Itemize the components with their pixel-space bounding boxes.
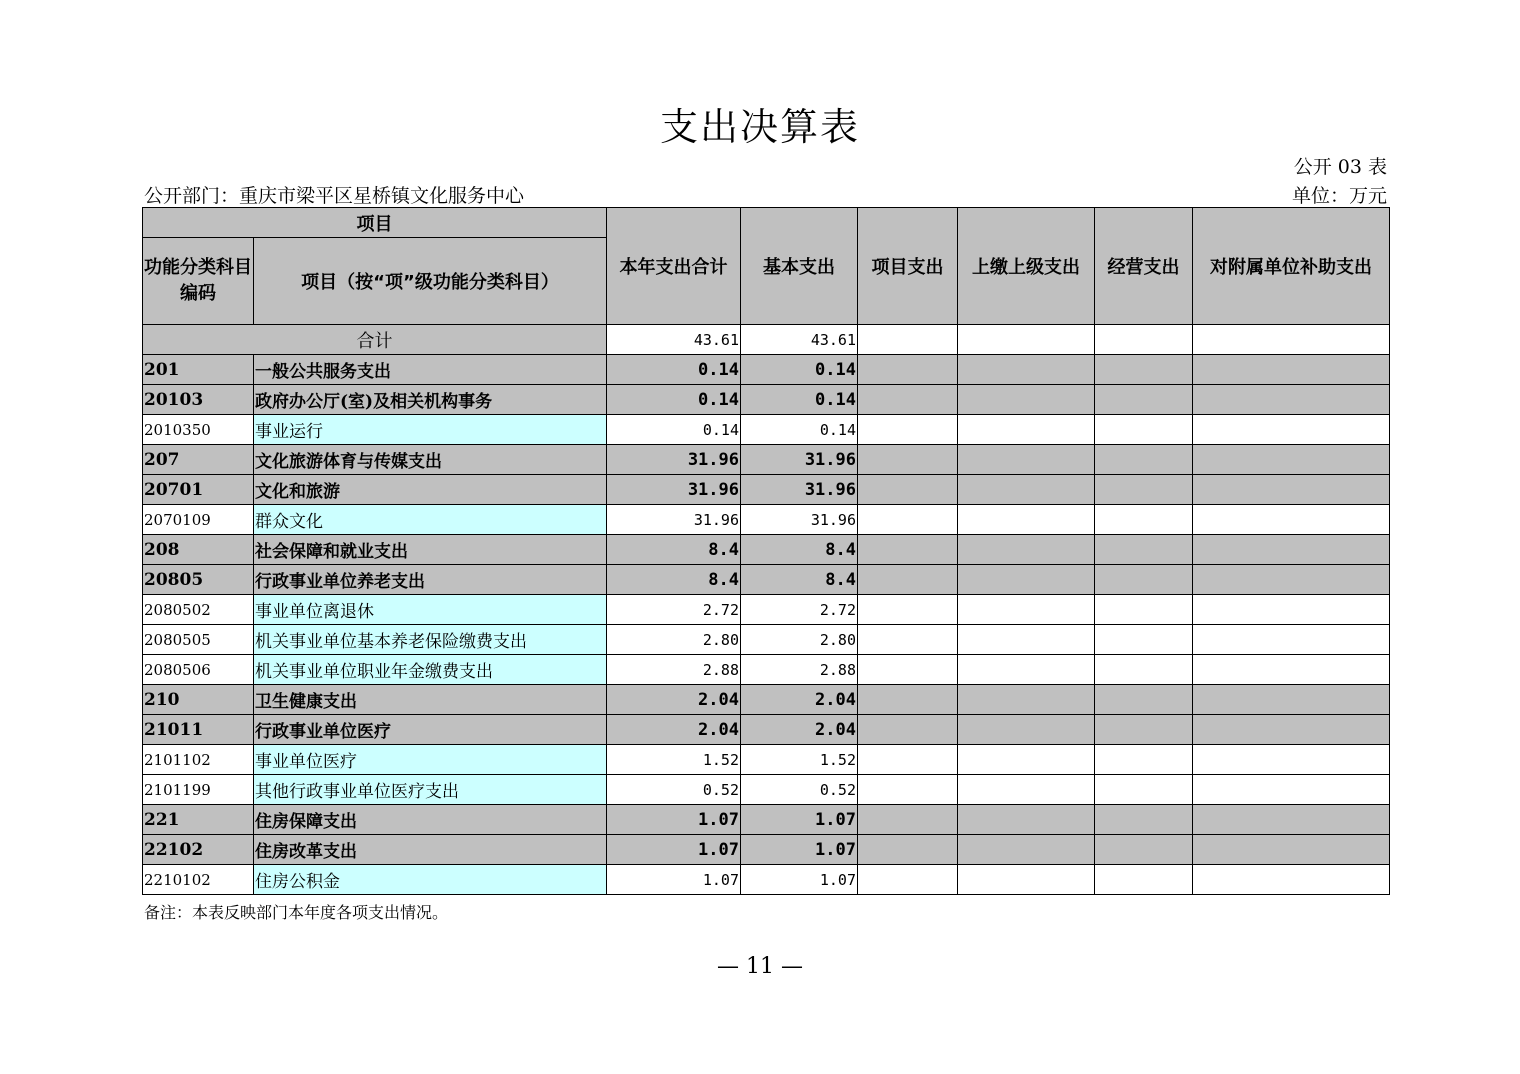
empty-cell [1193,745,1390,775]
empty-cell [858,865,958,895]
empty-cell [1095,775,1193,805]
row-code: 207 [143,445,254,475]
table-row [143,775,1390,805]
row-basic: 31.96 [741,505,858,535]
row-total: 1.07 [607,835,741,865]
row-total: 2.04 [607,715,741,745]
empty-cell [858,325,958,355]
empty-cell [958,805,1095,835]
empty-cell [1095,595,1193,625]
department-label: 公开部门：重庆市梁平区星桥镇文化服务中心 [144,185,525,207]
empty-cell [958,355,1095,385]
empty-cell [858,475,958,505]
empty-cell [1193,505,1390,535]
empty-cell [1193,685,1390,715]
row-basic: 2.04 [741,685,858,715]
row-total: 1.07 [607,805,741,835]
empty-cell [858,445,958,475]
header-upper: 上缴上级支出 [958,208,1095,325]
row-name: 文化旅游体育与传媒支出 [254,445,607,475]
empty-cell [958,775,1095,805]
empty-cell [1095,475,1193,505]
empty-cell [858,535,958,565]
empty-cell [958,475,1095,505]
header-total: 本年支出合计 [607,208,741,325]
empty-cell [1193,325,1390,355]
row-total: 8.4 [607,535,741,565]
row-basic: 8.4 [741,565,858,595]
row-basic: 1.07 [741,835,858,865]
row-basic: 1.07 [741,865,858,895]
empty-cell [1095,325,1193,355]
total-basic: 43.61 [741,325,858,355]
empty-cell [1193,355,1390,385]
row-total: 0.52 [607,775,741,805]
table-row [143,475,1390,505]
row-total: 8.4 [607,565,741,595]
row-basic: 0.14 [741,355,858,385]
row-name: 其他行政事业单位医疗支出 [254,775,607,805]
empty-cell [858,625,958,655]
table-number: 公开 03 表 [1293,156,1387,178]
empty-cell [858,355,958,385]
row-code: 20701 [143,475,254,505]
row-name: 住房改革支出 [254,835,607,865]
row-name: 行政事业单位医疗 [254,715,607,745]
row-name: 机关事业单位职业年金缴费支出 [254,655,607,685]
header-item: 项目支出 [858,208,958,325]
total-amount: 43.61 [607,325,741,355]
row-code: 2101199 [143,775,254,805]
page-number: — 11 — [717,954,803,979]
empty-cell [858,595,958,625]
table-row [143,835,1390,865]
empty-cell [1193,445,1390,475]
empty-cell [958,505,1095,535]
row-name: 住房保障支出 [254,805,607,835]
table-row [143,505,1390,535]
empty-cell [1095,385,1193,415]
row-code: 20805 [143,565,254,595]
empty-cell [958,865,1095,895]
row-basic: 8.4 [741,535,858,565]
table-row [143,355,1390,385]
empty-cell [958,595,1095,625]
empty-cell [1193,835,1390,865]
empty-cell [1095,685,1193,715]
empty-cell [858,415,958,445]
empty-cell [958,415,1095,445]
empty-cell [958,535,1095,565]
row-code: 208 [143,535,254,565]
row-code: 21011 [143,715,254,745]
row-code: 2101102 [143,745,254,775]
empty-cell [1193,535,1390,565]
row-basic: 2.72 [741,595,858,625]
empty-cell [958,325,1095,355]
empty-cell [1095,445,1193,475]
row-total: 0.14 [607,385,741,415]
empty-cell [1193,625,1390,655]
empty-cell [958,715,1095,745]
empty-cell [1193,805,1390,835]
empty-cell [1095,745,1193,775]
row-basic: 31.96 [741,445,858,475]
empty-cell [858,685,958,715]
header-operation: 经营支出 [1095,208,1193,325]
empty-cell [958,625,1095,655]
row-basic: 0.52 [741,775,858,805]
total-label: 合计 [143,325,607,355]
row-basic: 31.96 [741,475,858,505]
row-code: 22102 [143,835,254,865]
empty-cell [1095,535,1193,565]
table-row [143,385,1390,415]
empty-cell [958,685,1095,715]
empty-cell [1095,415,1193,445]
table-row [143,595,1390,625]
row-total: 2.80 [607,625,741,655]
empty-cell [1095,715,1193,745]
table-row [143,865,1390,895]
header-name: 项目（按“项”级功能分类科目） [254,238,607,325]
row-basic: 1.52 [741,745,858,775]
table-row [143,655,1390,685]
empty-cell [958,835,1095,865]
row-name: 一般公共服务支出 [254,355,607,385]
row-total: 0.14 [607,355,741,385]
empty-cell [1095,865,1193,895]
row-name: 事业单位离退休 [254,595,607,625]
row-total: 31.96 [607,445,741,475]
empty-cell [1193,475,1390,505]
header-project: 项目 [143,208,607,238]
empty-cell [958,655,1095,685]
unit-label: 单位：万元 [1291,185,1387,207]
row-name: 事业运行 [254,415,607,445]
row-basic: 0.14 [741,415,858,445]
empty-cell [958,445,1095,475]
table-row [143,745,1390,775]
empty-cell [1193,565,1390,595]
empty-cell [1193,775,1390,805]
empty-cell [1095,565,1193,595]
row-basic: 2.04 [741,715,858,745]
table-row [143,625,1390,655]
table-row [143,565,1390,595]
row-name: 文化和旅游 [254,475,607,505]
row-code: 221 [143,805,254,835]
header-code: 功能分类科目编码 [143,238,254,325]
row-name: 群众文化 [254,505,607,535]
empty-cell [958,745,1095,775]
empty-cell [958,565,1095,595]
header-subsidy: 对附属单位补助支出 [1193,208,1390,325]
row-total: 1.07 [607,865,741,895]
row-name: 机关事业单位基本养老保险缴费支出 [254,625,607,655]
header-basic: 基本支出 [741,208,858,325]
table-row [143,415,1390,445]
row-basic: 2.88 [741,655,858,685]
empty-cell [858,385,958,415]
row-total: 1.52 [607,745,741,775]
empty-cell [858,505,958,535]
row-code: 2080505 [143,625,254,655]
row-basic: 1.07 [741,805,858,835]
empty-cell [1193,715,1390,745]
empty-cell [1193,655,1390,685]
row-code: 2210102 [143,865,254,895]
empty-cell [958,385,1095,415]
page-title: 支出决算表 [659,105,860,149]
empty-cell [1193,865,1390,895]
row-code: 2080506 [143,655,254,685]
empty-cell [1095,805,1193,835]
row-total: 2.88 [607,655,741,685]
row-code: 20103 [143,385,254,415]
row-total: 0.14 [607,415,741,445]
empty-cell [858,745,958,775]
empty-cell [1095,835,1193,865]
row-code: 210 [143,685,254,715]
empty-cell [858,775,958,805]
empty-cell [1095,355,1193,385]
row-name: 住房公积金 [254,865,607,895]
table-row [143,445,1390,475]
empty-cell [1095,655,1193,685]
row-name: 事业单位医疗 [254,745,607,775]
row-code: 201 [143,355,254,385]
row-total: 31.96 [607,505,741,535]
row-total: 31.96 [607,475,741,505]
empty-cell [858,715,958,745]
footnote: 备注：本表反映部门本年度各项支出情况。 [144,903,449,922]
row-total: 2.72 [607,595,741,625]
table-row [143,715,1390,745]
empty-cell [1193,595,1390,625]
total-row [143,325,1390,355]
empty-cell [1095,625,1193,655]
row-basic: 0.14 [741,385,858,415]
row-name: 社会保障和就业支出 [254,535,607,565]
empty-cell [858,565,958,595]
empty-cell [1193,385,1390,415]
empty-cell [1193,415,1390,445]
row-code: 2080502 [143,595,254,625]
table-row [143,535,1390,565]
empty-cell [858,805,958,835]
row-name: 卫生健康支出 [254,685,607,715]
empty-cell [858,655,958,685]
expenditure-table [142,207,1390,895]
row-name: 政府办公厅(室)及相关机构事务 [254,385,607,415]
table-row [143,805,1390,835]
row-code: 2070109 [143,505,254,535]
empty-cell [1095,505,1193,535]
row-total: 2.04 [607,685,741,715]
row-code: 2010350 [143,415,254,445]
empty-cell [858,835,958,865]
row-basic: 2.80 [741,625,858,655]
table-row [143,685,1390,715]
row-name: 行政事业单位养老支出 [254,565,607,595]
